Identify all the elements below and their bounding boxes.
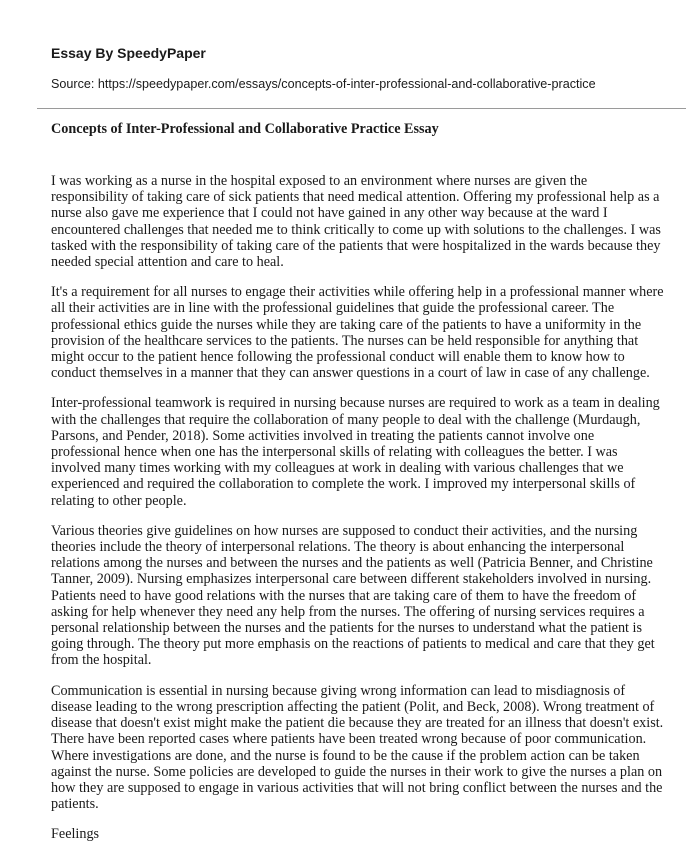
source-line: Source: https://speedypaper.com/essays/concepts-of-inter-professional-and-collaborative-practice xyxy=(51,77,596,91)
paragraph: Communication is essential in nursing because giving wrong information can lead to misdiagnosis of disease leading to the wrong prescription affecting the patient (Polit, and Beck, 2008). Wrong treatment of disease that doesn't exist might make the patient die because they are treated for an illness that doesn't exist. There have been reported cases where patients have been treated wrong because of poor communication. Where investigations are done, and the nurse is found to be the cause if the problem action can be taken against the nurse. Some policies are developed to guide the nurses in their work to give the nurses a plan on how they are supposed to engage in various activities that will not bring conflict between the nurses and the patients. xyxy=(51,682,664,813)
paragraph: I was working as a nurse in the hospital exposed to an environment where nurses are given the responsibility of taking care of sick patients that need medical attention. Offering my professional help as a nurse also gave me experience that I could not have gained in any other way because at the ward I encountered challenges that needed me to think critically to come up with solutions to the challenges. I was tasked with the responsibility of taking care of the patients that were hospitalized in the wards because they needed special attention and care to heal. xyxy=(51,173,661,271)
paragraph: Various theories give guidelines on how nurses are supposed to conduct their activities, and the nursing theories include the theory of interpersonal relations. The theory is about enhancing the interpersonal relations among the nurses and between the nurses and the patients as well (Patricia Benner, and Christine Tanner, 2009). Nursing emphasizes interpersonal care between different stakeholders involved in nursing. Patients need to have good relations with the nurses that are taking care of them to have the freedom of asking for help whenever they need any help from the nurses. The offering of nursing services requires a personal relationship between the nurses and the patients for the nurses to understand what the patient is going through. The theory put more emphasis on the reactions of patients to medical and care that they get from the hospital. xyxy=(51,522,655,669)
paragraph: It's a requirement for all nurses to engage their activities while offering help in a professional manner where all their activities are in line with the professional guidelines that guide the professional career. The professional ethics guide the nurses while they are taking care of the patients to have a uniformity in the provision of the healthcare services to the patients. The nurses can be held responsible for anything that might occur to the patient hence following the professional conduct will enable them to know how to conduct themselves in a manner that they can answer questions in a court of law in case of any challenge. xyxy=(51,284,664,382)
brand-title: Essay By SpeedyPaper xyxy=(51,45,206,61)
section-heading-feelings: Feelings xyxy=(51,826,100,843)
header-divider xyxy=(37,108,686,109)
essay-body xyxy=(51,173,666,812)
essay-title: Concepts of Inter-Professional and Collaborative Practice Essay xyxy=(51,121,439,137)
paragraph: Inter-professional teamwork is required in nursing because nurses are required to work as a team in dealing with the challenges that require the collaboration of many people to deal with the challenge (Murdaugh, Parsons, and Pender, 2018). Some activities involved in treating the patients cannot involve one professional hence when one has the interpersonal skills of relating with colleagues the better. I was involved many times working with my colleagues at work in dealing with various challenges that we experienced and required the collaboration to complete the work. I improved my interpersonal skills of relating to other people. xyxy=(51,395,660,509)
